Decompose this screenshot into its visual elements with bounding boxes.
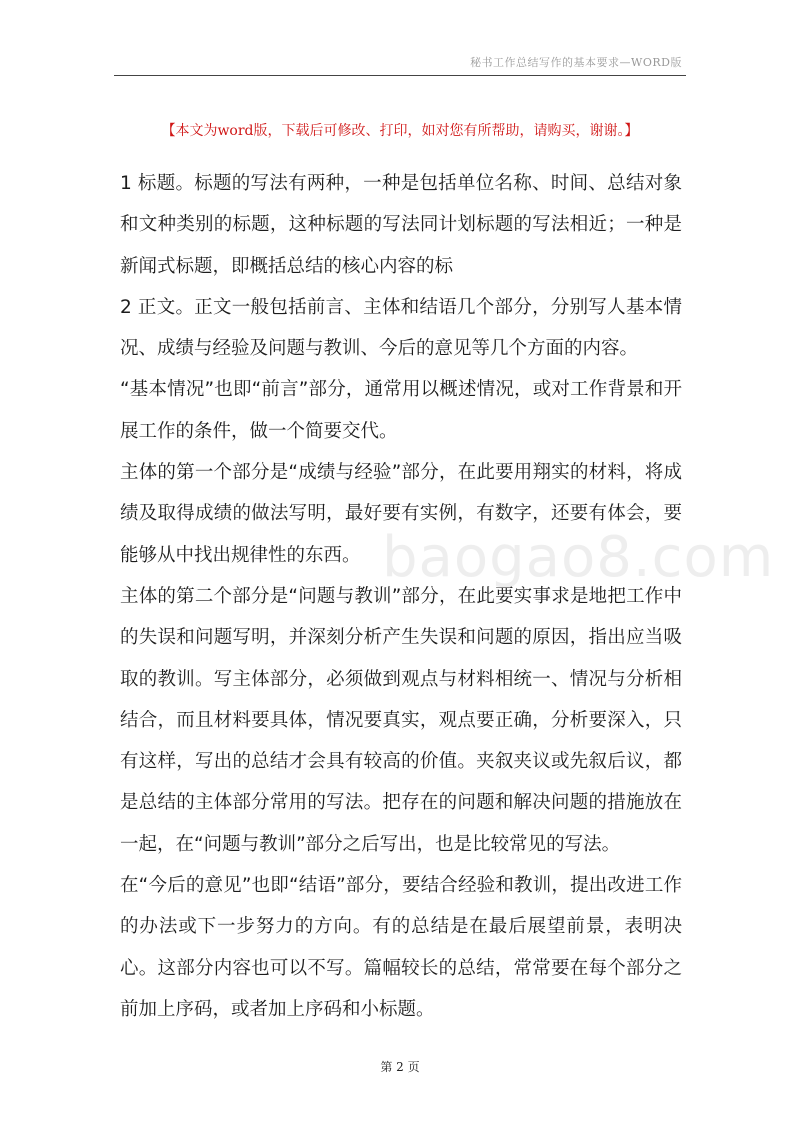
download-notice: 【本文为word版，下载后可修改、打印，如对您有所帮助，请购买，谢谢。】 [161,123,639,139]
document-body [120,163,682,1030]
header-divider [114,75,686,76]
page-number: 第 2 页 [380,1060,420,1074]
paragraph-title-section: 1 标题。标题的写法有两种，一种是包括单位名称、时间、总结对象和文种类别的标题，这种标题的写法同计划标题的写法相近；一种是新闻式标题，即概括总结的核心内容的标 [120,173,682,277]
paragraph-body-section: 2 正文。正文一般包括前言、主体和结语几个部分，分别写人基本情况、成绩与经验及问题与教训、今后的意见等几个方面的内容。 [120,296,682,360]
paragraph-problems: 主体的第二个部分是“问题与教训”部分，在此要实事求是地把工作中的失误和问题写明，并深刻分析产生失误和问题的原因，指出应当吸取的教训。写主体部分，必须做到观点与材料相统一、情况与分析相结合，而且材料要具体，情况要真实，观点要正确，分析要深入，只有这样，写出的总结才会具有较高的价值。夹叙夹议或先叙后议，都是总结的主体部分常用的写法。把存在的问题和解决问题的措施放在一起，在“问题与教训”部分之后写出，也是比较常见的写法。 [120,585,682,855]
paragraph-achievements: 主体的第一个部分是“成绩与经验”部分，在此要用翔实的材料，将成绩及取得成绩的做法写明，最好要有实例，有数字，还要有体会，要能够从中找出规律性的东西。 [120,462,682,566]
paragraph-basic-situation: “基本情况”也即“前言”部分，通常用以概述情况，或对工作背景和开展工作的条件，做一个简要交代。 [120,379,682,442]
header-title: 秘书工作总结写作的基本要求—WORD版 [470,56,682,69]
paragraph-conclusion: 在“今后的意见”也即“结语”部分，要结合经验和教训，提出改进工作的办法或下一步努力的方向。有的总结是在最后展望前景，表明决心。这部分内容也可以不写。篇幅较长的总结，常常要在每个部分之前加上序码，或者加上序码和小标题。 [120,875,682,1020]
watermark: baogao8.com [382,525,775,590]
